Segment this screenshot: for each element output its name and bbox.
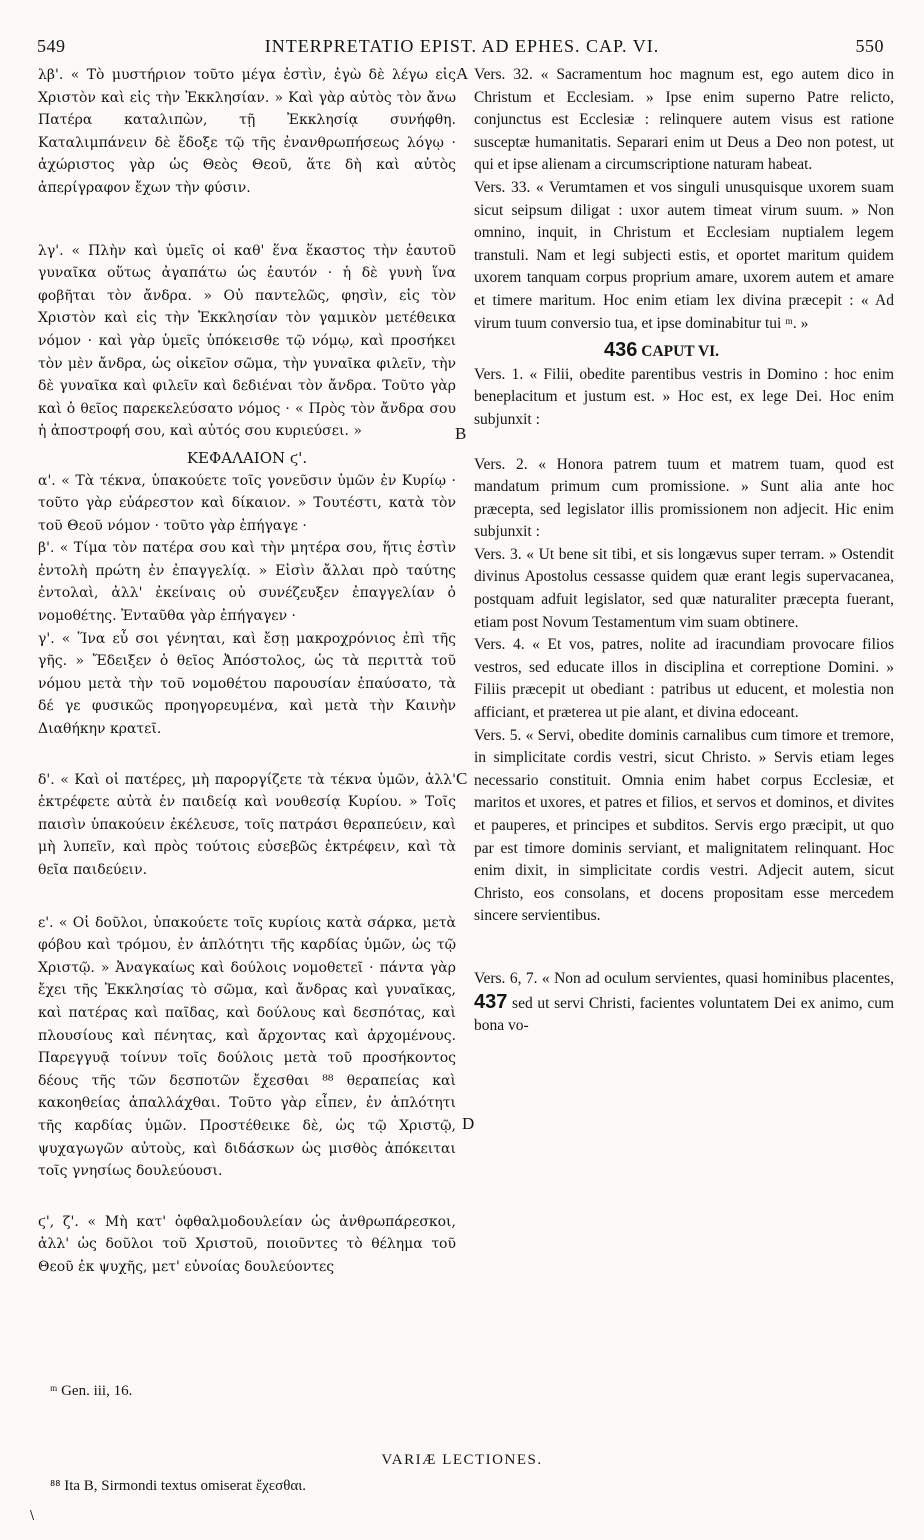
latin-paragraph-2: Vers. 2. « Honora patrem tuum et matrem tuam, quod est mandatum primum cum promissione. » Sunt alia ante hoc præcepta, sed legislator illis promissionem non adjecit. Hic enim subjunxit : — [474, 455, 894, 541]
greek-paragraph-2: β'. « Τίμα τὸν πατέρα σου καὶ τὴν μητέρα σου, ἥτις ἐστὶν ἐντολὴ πρώτη ἐν ἐπαγγελίᾳ. » Εἰσὶν ἄλλαι πρὸ ταύτης ἐντολαὶ, ἀλλ' ἐκείναις οὐ συνέζευξεν ἐπαγγελίαν ὁ νομοθέτης. Ἐνταῦθα γὰρ ἐπήγαγεν · — [38, 540, 456, 625]
margin-mark-b: B — [455, 424, 467, 443]
greek-paragraph-3: γ'. « Ἵνα εὖ σοι γένηται, καὶ ἔσῃ μακροχρόνιος ἐπὶ τῆς γῆς. » Ἔδειξεν ὁ θεῖος Ἀπόστολος, ὡς τὰ περιττὰ τοῦ νόμου μετὰ τὴν τοῦ νομοθέτου παρουσίαν ἐπαύσατο, τὰ δέ γε φυσικῶς προηγορευμένα, καὶ μετὰ τὴν Καινὴν Διαθήκην κρατεῖ. — [38, 630, 456, 738]
variae-lectiones-note: ⁸⁸ Ita B, Sirmondi textus omiserat ἔχεσθαι. — [50, 1478, 307, 1494]
latin-paragraph-32: Vers. 32. « Sacramentum hoc magnum est, ego autem dico in Christum et Ecclesiam. » Ipse enim superno Patre relicto, conjunctus est Ecclesiæ : relinquere autem visus est ratione susceptæ humanitatis. Separari enim ut Deus a Deo non potest, ut qui et ipse alienam a circumscriptione naturam habeat. — [474, 66, 894, 174]
latin-paragraph-3: Vers. 3. « Ut bene sit tibi, et sis longævus super terram. » Ostendit divinus Apostolus cessasse quidem quæ erant legis supervacanea, postquam adfuit legislator, sed quæ naturaliter præcepta fuerant, etiam post Novum Testamentum vim suam obtinere. — [474, 545, 894, 631]
latin-paragraph-6-7-start: Vers. 6, 7. « Non ad oculum servientes, quasi hominibus placentes, — [474, 969, 894, 987]
latin-paragraph-6-7-end: sed ut servi Christi, facientes voluntatem Dei ex animo, cum bona vo- — [474, 994, 895, 1035]
greek-paragraph-1: α'. « Τὰ τέκνα, ὑπακούετε τοῖς γονεῦσιν ὑμῶν ἐν Κυρίῳ · τοῦτο γὰρ εὐάρεστον καὶ δίκαιον. » Τουτέστι, κατὰ τὸν τοῦ Θεοῦ νόμον · τοῦτο γὰρ ἐπήγαγε · — [38, 472, 456, 534]
column-number-436: 436 — [604, 339, 638, 362]
column-number-437: 437 — [474, 990, 508, 1013]
page-number-left: 549 — [37, 36, 66, 56]
greek-paragraph-4: δ'. « Καὶ οἱ πατέρες, μὴ παροργίζετε τὰ τέκνα ὑμῶν, ἀλλ' ἐκτρέφετε αὐτὰ ἐν παιδείᾳ καὶ νουθεσίᾳ Κυρίου. » Τοῖς παισὶν ὑπακούειν ἐκέλευσε, τοῖς πατράσι θεραπεύειν, καὶ μὴ λυπεῖν, καὶ πρὸς τούτοις εὐσεβῶς ἐκτρέφειν, καὶ τὰ θεῖα παιδεύειν. — [38, 771, 456, 878]
greek-chapter-heading: ΚΕΦΑΛΑΙΟΝ ϛ'. — [186, 448, 308, 467]
latin-column — [474, 64, 894, 1038]
latin-paragraph-33: Vers. 33. « Verumtamen et vos singuli unusquisque uxorem suam sicut seipsum diligat : uxor autem timeat virum suum. » Non omnino, inquit, in Christum et Ecclesiam nuptialem legem transtuli. Nam et legi subjecti estis, et oportet maritum quidem uxorem tanquam corpus proprium amare, uxorem autem et amare et timere maritum. Hoc enim etiam lex divina præcepit : « Ad virum tuum conversio tua, et ipse dominabitur tui ᵐ. » — [474, 178, 894, 332]
greek-paragraph-5: ε'. « Οἱ δοῦλοι, ὑπακούετε τοῖς κυρίοις κατὰ σάρκα, μετὰ φόβου καὶ τρόμου, ἐν ἁπλότητι τῆς καρδίας ὑμῶν, ὡς τῷ Χριστῷ. » Ἀναγκαίως καὶ δούλοις νομοθετεῖ · πάντα γὰρ ἔχει τῆς Ἐκκλησίας τὸ σῶμα, καὶ ἄνδρας καὶ γυναῖκας, καὶ πατέρας καὶ παῖδας, καὶ δούλους καὶ δεσπότας, καὶ πλουσίους καὶ πένητας, καὶ ἄρχοντας καὶ ἀρχομένους. Παρεγγυᾷ τοίνυν τοῖς δούλοις μετὰ τοῦ προσήκοντος δέους τῆς τῶν δεσποτῶν ἔχεσθαι ⁸⁸ θεραπείας καὶ κακοηθείας ἀπαλλάχθαι. Τοῦτο γὰρ εἶπεν, ἐν ἁπλότητι τῆς καρδίας ὑμῶν. Προστέθεικε δὲ, ὡς τῷ Χριστῷ, ψυχαγωγῶν αὐτοὺς, καὶ διδάσκων ὡς μισθὸς ἀπόκειται τοῖς γνησίως δουλεύουσι. — [38, 914, 456, 1180]
latin-paragraph-6-7 — [474, 968, 894, 1038]
footnote: ᵐ Gen. iii, 16. — [50, 1383, 133, 1399]
page-header — [0, 36, 924, 60]
greek-paragraph-32: λβ'. « Τὸ μυστήριον τοῦτο μέγα ἐστὶν, ἐγὼ δὲ λέγω εἰς Χριστὸν καὶ εἰς τὴν Ἐκκλησίαν. » Καὶ γὰρ αὐτὸς τὸν ἄνω Πατέρα καταλιπὼν, τῇ Ἐκκλησίᾳ συνήφθη. Καταλιμπάνειν δὲ ἔδοξε τῷ τῆς ἐνανθρωπήσεως λόγῳ · ἀχώριστος γὰρ ὡς Θεὸς Θεοῦ, ἅτε δὴ καὶ αὐτὸς ἀπερίγραφον ἔχων τὴν φύσιν. — [38, 67, 456, 196]
latin-paragraph-5: Vers. 5. « Servi, obedite dominis carnalibus cum timore et tremore, in simplicitate cordis vestri, sicut Christo. » Servis etiam leges necessario constituit. Omnia enim habet corpus Ecclesiæ, et maritos et uxores, et patres et filios, et servos et dominos, et divites et pauperes, et principes et subditos. Servis ergo præcipit, ut quo par est timore dominis serviant, et malignitatem relinquant. Hoc enim dixit, in simplicitate cordis vestri. Adjecit autem, sicut Christo, eos consolans, et docens propositam esse mercedem sincere servientibus. — [474, 726, 894, 925]
latin-chapter-title: CAPUT VI. — [641, 343, 720, 361]
running-title: INTERPRETATIO EPIST. AD EPHES. CAP. VI. — [264, 36, 660, 56]
latin-chapter-heading — [474, 339, 894, 364]
greek-paragraph-33: λγ'. « Πλὴν καὶ ὑμεῖς οἱ καθ' ἕνα ἕκαστος τὴν ἑαυτοῦ γυναῖκα οὕτως ἀγαπάτω ὡς ἑαυτόν · ἡ δὲ γυνὴ ἵνα φοβῆται τὸν ἄνδρα. » Οὐ παντελῶς, φησὶν, εἰς τὸν Χριστὸν καὶ εἰς τὴν Ἐκκλησίαν τὸν γαμικὸν μετέθεικα νόμον · καὶ γὰρ ὑμεῖς ὑπόκεισθε τῷ νόμῳ, καὶ προσήκει τὸν μὲν ἄνδρα, ὡς οἰκεῖον σῶμα, τὴν γυναῖκα φιλεῖν, τὴν δὲ γυναῖκα καὶ φιλεῖν καὶ δεδιέναι τὸν ἄνδρα. Τοῦτο γὰρ καὶ ὁ θεῖος παρεκελεύσατο νόμος · « Πρὸς τὸν ἄνδρα σου ἡ ἀποστροφή σου, καὶ αὐτός σου κυριεύσει. » — [38, 242, 456, 440]
margin-mark-c: C — [456, 769, 468, 788]
variae-lectiones-title: VARIÆ LECTIONES. — [381, 1452, 543, 1468]
page-number-right: 550 — [855, 36, 884, 56]
margin-mark-a: A — [456, 64, 469, 83]
latin-paragraph-4: Vers. 4. « Et vos, patres, nolite ad iracundiam provocare filios vestros, sed educate illos in disciplina et correptione Domini. » Filiis præcepit ut obediant : patribus ut educent, et molestia non afficiant, et præterea ut pie alant, et divina edoceant. — [474, 636, 894, 722]
stray-mark: \ — [30, 1508, 35, 1522]
margin-mark-d: D — [462, 1114, 475, 1133]
greek-paragraph-6-7: ϛ', ζ'. « Μὴ κατ' ὀφθαλμοδουλείαν ὡς ἀνθρωπάρεσκοι, ἀλλ' ὡς δοῦλοι τοῦ Χριστοῦ, ποιοῦντες τὸ θέλημα τοῦ Θεοῦ ἐκ ψυχῆς, μετ' εὐνοίας δουλεύοντες — [38, 1213, 456, 1275]
latin-paragraph-1: Vers. 1. « Filii, obedite parentibus vestris in Domino : hoc enim beneplacitum et justum est. » Hoc est, ex lege Dei. Hoc enim subjunxit : — [474, 365, 894, 428]
greek-column — [38, 64, 456, 1279]
